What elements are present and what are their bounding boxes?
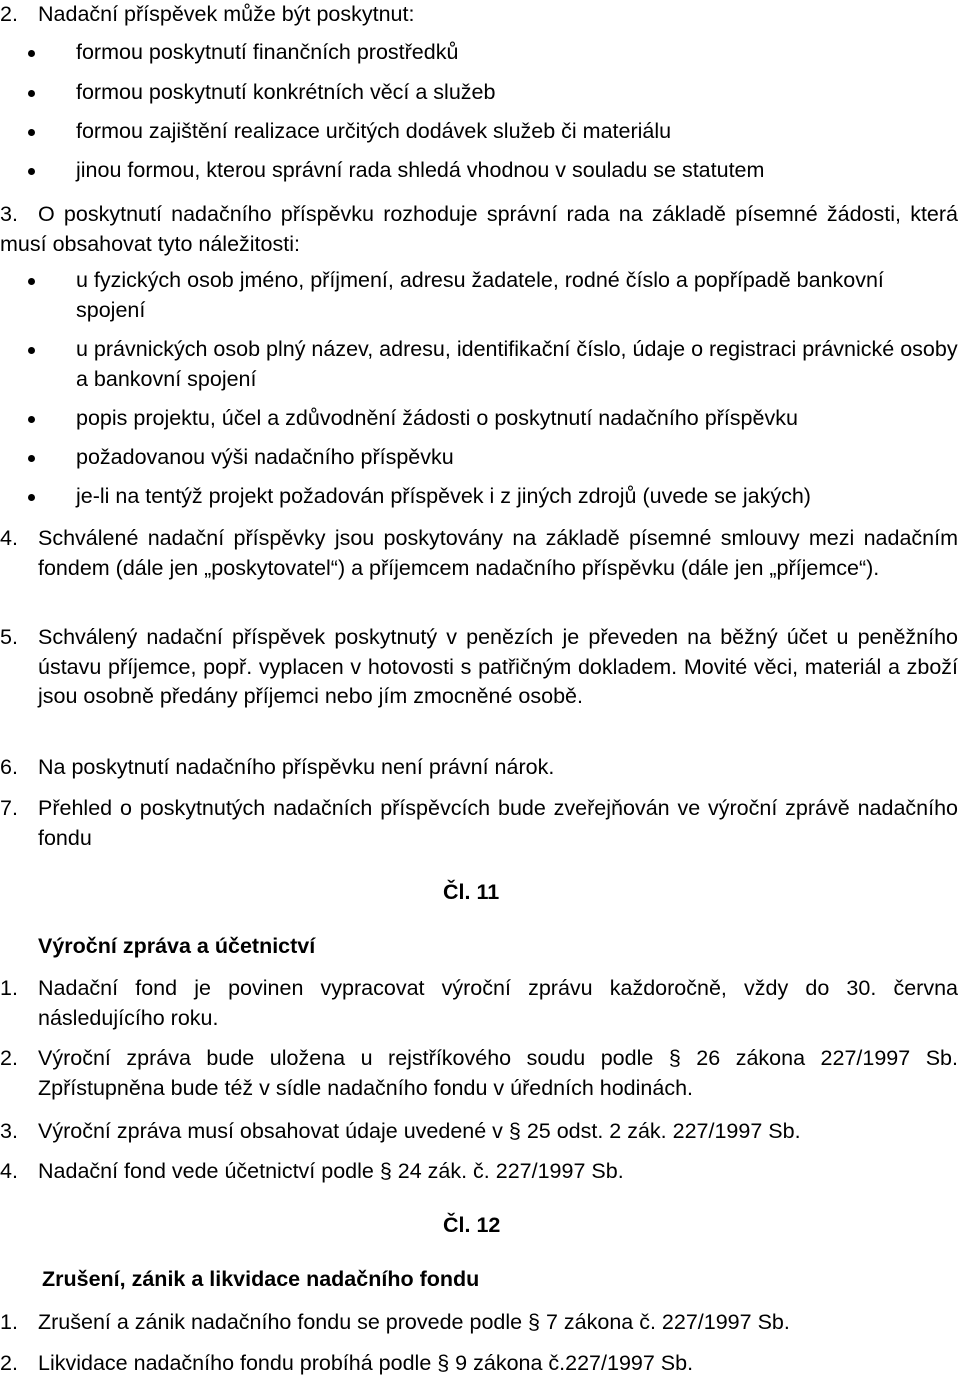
paragraph-4	[0, 524, 958, 583]
bullet-item	[0, 117, 958, 147]
paragraph-6	[0, 753, 958, 783]
bullet-text: požadovanou výši nadačního příspěvku	[76, 445, 454, 469]
paragraph-text: Likvidace nadačního fondu probíhá podle § 9 zákona č.227/1997 Sb.	[38, 1351, 694, 1375]
paragraph-number: 5.	[0, 625, 18, 649]
article-title: Výroční zpráva a účetnictví	[38, 934, 316, 958]
article-12-item-1	[0, 1308, 958, 1338]
paragraph-text: Nadační příspěvek může být poskytnut:	[38, 2, 415, 26]
bullet-text: formou poskytnutí konkrétních věcí a služeb	[76, 80, 496, 104]
paragraph-text: Schválený nadační příspěvek poskytnutý v penězích je převeden na běžný účet u peněžního ústavu příjemce, popř. vyplacen v hotovosti s patřičným dokladem. Movité věci, materiál a zboží jsou osobně předány příjemci nebo jím zmocněné osobě.	[38, 625, 958, 708]
bullet-text: formou zajištění realizace určitých dodávek služeb či materiálu	[76, 119, 672, 143]
article-11-item-3	[0, 1117, 958, 1147]
paragraph-text: Na poskytnutí nadačního příspěvku není právní nárok.	[38, 755, 555, 779]
paragraph-text: Přehled o poskytnutých nadačních příspěvcích bude zveřejňován ve výroční zprávě nadačního fondu	[38, 796, 958, 850]
bullet-item	[0, 404, 958, 434]
bullet-item	[0, 335, 958, 394]
bullet-text: u právnických osob plný název, adresu, identifikační číslo, údaje o registraci právnické osoby a bankovní spojení	[76, 337, 958, 391]
bullet-icon	[28, 347, 35, 354]
bullet-text: je-li na tentýž projekt požadován příspěvek i z jiných zdrojů (uvede se jakých)	[76, 484, 811, 508]
bullet-item	[0, 482, 958, 512]
paragraph-number: 2.	[0, 1351, 18, 1375]
article-11-item-4	[0, 1157, 958, 1187]
paragraph-number: 2.	[0, 2, 18, 26]
bullet-icon	[28, 50, 35, 57]
bullet-text: u fyzických osob jméno, příjmení, adresu žadatele, rodné číslo a popřípadě bankovní spojení	[76, 268, 884, 322]
bullet-item	[0, 78, 958, 108]
paragraph-text: Zrušení a zánik nadačního fondu se provede podle § 7 zákona č. 227/1997 Sb.	[38, 1310, 790, 1334]
paragraph-3	[0, 200, 958, 259]
bullet-icon	[28, 416, 35, 423]
bullet-icon	[28, 278, 35, 285]
bullet-icon	[28, 90, 35, 97]
bullet-text: formou poskytnutí finančních prostředků	[76, 40, 459, 64]
article-label: Čl. 12	[443, 1213, 501, 1237]
bullet-item	[0, 266, 958, 325]
paragraph-5	[0, 623, 958, 712]
bullet-item	[0, 443, 958, 473]
paragraph-number: 4.	[0, 1159, 18, 1183]
paragraph-2	[0, 0, 958, 30]
bullet-text: jinou formou, kterou správní rada shledá vhodnou v souladu se statutem	[76, 158, 765, 182]
paragraph-number: 6.	[0, 755, 18, 779]
article-11-item-2	[0, 1044, 958, 1103]
paragraph-7	[0, 794, 958, 853]
paragraph-number: 7.	[0, 796, 18, 820]
bullet-icon	[28, 168, 35, 175]
article-12-item-2	[0, 1349, 958, 1379]
paragraph-text: Výroční zpráva bude uložena u rejstříkového soudu podle § 26 zákona 227/1997 Sb. Zpřístupněna bude též v sídle nadačního fondu v úředních hodinách.	[38, 1046, 958, 1100]
paragraph-number: 4.	[0, 526, 18, 550]
article-title: Zrušení, zánik a likvidace nadačního fondu	[42, 1267, 480, 1291]
bullet-item	[0, 156, 958, 186]
paragraph-number: 2.	[0, 1046, 18, 1070]
bullet-icon	[28, 129, 35, 136]
article-11-item-1	[0, 974, 958, 1033]
paragraph-number: 3.	[0, 1119, 18, 1143]
paragraph-text: Schválené nadační příspěvky jsou poskytovány na základě písemné smlouvy mezi nadačním fondem (dále jen „poskytovatel“) a příjemcem nadačního příspěvku (dále jen „příjemce“).	[38, 526, 958, 580]
paragraph-text: Nadační fond je povinen vypracovat výroční zprávu každoročně, vždy do 30. června následujícího roku.	[38, 976, 958, 1030]
paragraph-number: 3.	[0, 202, 18, 226]
paragraph-text: Výroční zpráva musí obsahovat údaje uvedené v § 25 odst. 2 zák. 227/1997 Sb.	[38, 1119, 801, 1143]
bullet-icon	[28, 494, 35, 501]
paragraph-number: 1.	[0, 1310, 18, 1334]
paragraph-text: Nadační fond vede účetnictví podle § 24 zák. č. 227/1997 Sb.	[38, 1159, 624, 1183]
article-label: Čl. 11	[443, 880, 500, 904]
paragraph-number: 1.	[0, 976, 18, 1000]
paragraph-text: O poskytnutí nadačního příspěvku rozhoduje správní rada na základě písemné žádosti, která musí obsahovat tyto náležitosti:	[0, 202, 958, 256]
bullet-icon	[28, 455, 35, 462]
bullet-text: popis projektu, účel a zdůvodnění žádosti o poskytnutí nadačního příspěvku	[76, 406, 798, 430]
bullet-item	[0, 38, 958, 68]
